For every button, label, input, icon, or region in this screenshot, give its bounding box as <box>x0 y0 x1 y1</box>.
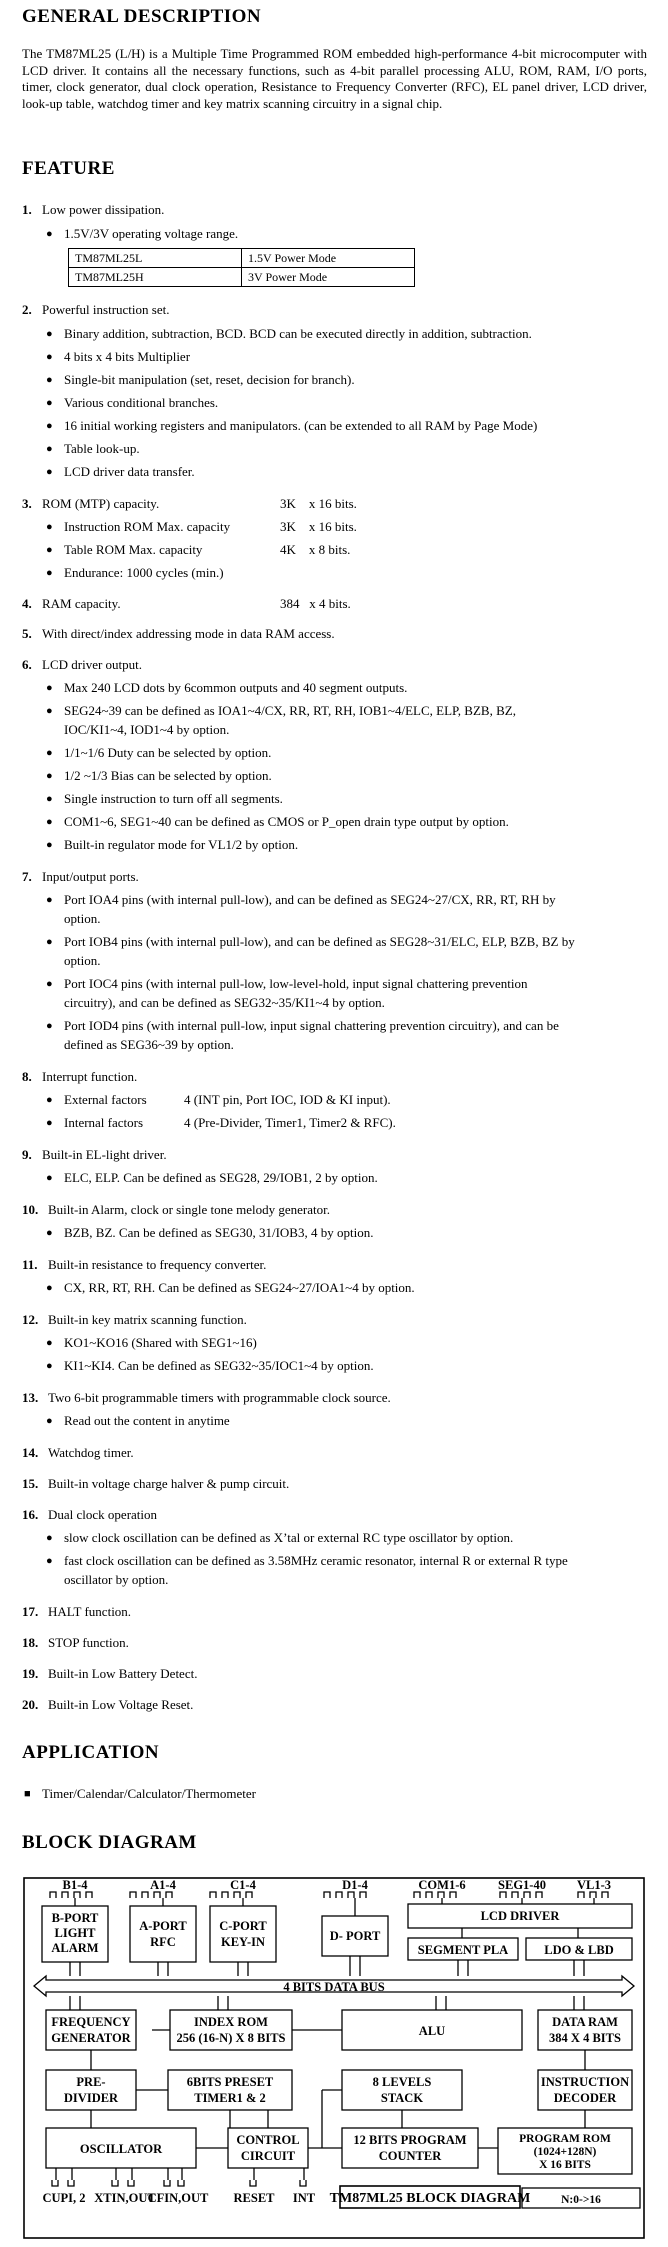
feature-20: 20. <box>22 1697 39 1712</box>
block-label: X 16 BITS <box>539 2159 591 2171</box>
list-item: ● fast clock oscillation can be defined as 3.58MHz ceramic resonator, internal R or external R type <box>64 1553 568 1569</box>
list-item-value: 4K x 8 bits. <box>280 542 351 557</box>
pin-label: VL1-3 <box>576 1878 612 1892</box>
feature-5: 5. <box>22 626 32 641</box>
feature-9: 9. <box>22 1147 32 1162</box>
block-label: ALARM <box>51 1941 99 1955</box>
feature-19: 19. <box>22 1666 39 1681</box>
feature-2-title: Powerful instruction set. <box>42 302 170 317</box>
table-cell: TM87ML25H <box>69 268 242 287</box>
block-label: OSCILLATOR <box>79 2142 163 2156</box>
list-item-continuation: option. <box>64 953 101 968</box>
general-description-text: The TM87ML25 (L/H) is a Multiple Time Programmed ROM embedded high-performance 4-bit microcomputer with LCD driver. It contains all the necessary functions, such as 4-bit parallel processing ALU, ROM, RAM, I/O ports, timer, clock generator, dual clock operation, Resistance to Frequency Converter (RFC), EL panel driver, LCD driver, look-up table, watchdog timer and key matrix scanning circuitry in a signal chip. <box>22 46 647 111</box>
list-item: ● Single-bit manipulation (set, reset, decision for branch). <box>64 372 355 388</box>
top-pins <box>50 1892 608 1898</box>
block-label: STACK <box>380 2091 424 2105</box>
feature-19-title: Built-in Low Battery Detect. <box>48 1666 198 1681</box>
feature-16-title: Dual clock operation <box>48 1507 158 1522</box>
feature-3-value: 3K x 16 bits. <box>280 496 357 511</box>
block-label: (1024+128N) <box>533 2146 597 2158</box>
feature-17: 17. <box>22 1604 39 1619</box>
feature-6-title: LCD driver output. <box>42 657 143 672</box>
feature-7-title: Input/output ports. <box>42 869 139 884</box>
list-item: ● Port IOB4 pins (with internal pull-low), and can be defined as SEG28~31/ELC, ELP, BZB, BZ by <box>64 934 575 950</box>
list-item-value: 3K x 16 bits. <box>280 519 357 534</box>
list-item: ● 4 bits x 4 bits Multiplier <box>64 349 190 365</box>
block-label: INDEX ROM <box>194 2015 268 2029</box>
block-label: DIVIDER <box>63 2091 119 2105</box>
list-item: ● Read out the content in anytime <box>64 1413 230 1429</box>
voltage-mode-table <box>68 248 415 287</box>
block-label: 12 BITS PROGRAM <box>353 2133 467 2147</box>
list-item: ● COM1~6, SEG1~40 can be defined as CMOS or P_open drain type output by option. <box>64 814 509 830</box>
list-item: ● Internal factors <box>64 1115 143 1131</box>
list-item: ● Built-in regulator mode for VL1/2 by option. <box>64 837 298 853</box>
list-item: ● KI1~KI4. Can be defined as SEG32~35/IOC1~4 by option. <box>64 1358 374 1374</box>
feature-8-title: Interrupt function. <box>42 1069 138 1084</box>
feature-13: 13. <box>22 1390 39 1405</box>
list-item-value: 4 (INT pin, Port IOC, IOD & KI input). <box>184 1092 391 1107</box>
feature-17-title: HALT function. <box>48 1604 132 1619</box>
list-item: ● BZB, BZ. Can be defined as SEG30, 31/IOB3, 4 by option. <box>64 1225 373 1241</box>
pin-label: B1-4 <box>62 1878 88 1892</box>
block-label: KEY-IN <box>221 1935 265 1949</box>
pin-label: C1-4 <box>230 1878 256 1892</box>
feature-10-title: Built-in Alarm, clock or single tone melody generator. <box>48 1202 330 1217</box>
pin-label: RESET <box>233 2191 275 2205</box>
list-item: ● Port IOD4 pins (with internal pull-low, input signal chattering prevention circuitry), and can be <box>64 1018 559 1034</box>
pin-label: D1-4 <box>342 1878 368 1892</box>
list-item: ● Instruction ROM Max. capacity <box>64 519 230 535</box>
table-row <box>69 268 415 287</box>
list-item: ● slow clock oscillation can be defined as X’tal or external RC type oscillator by option. <box>64 1530 513 1546</box>
list-item: ● External factors <box>64 1092 147 1108</box>
list-item: ● LCD driver data transfer. <box>64 464 195 480</box>
table-cell: TM87ML25L <box>69 249 242 268</box>
block-label: 8 LEVELS <box>372 2075 432 2089</box>
pin-label: CFIN,OUT <box>147 2191 209 2205</box>
block-label: LIGHT <box>54 1926 96 1940</box>
block-label: RFC <box>150 1935 176 1949</box>
list-item-continuation: defined as SEG36~39 by option. <box>64 1037 234 1052</box>
feature-18: 18. <box>22 1635 39 1650</box>
application-item: ■ Timer/Calendar/Calculator/Thermometer <box>42 1786 256 1802</box>
feature-4-title: RAM capacity. <box>42 596 121 611</box>
feature-18-title: STOP function. <box>48 1635 129 1650</box>
pin-label: XTIN,OUT <box>94 2191 156 2205</box>
pin-label: COM1-6 <box>418 1878 466 1892</box>
feature-3: 3. <box>22 496 32 511</box>
feature-heading: FEATURE <box>22 158 115 179</box>
feature-10: 10. <box>22 1202 39 1217</box>
list-item: ● Port IOA4 pins (with internal pull-low), and can be defined as SEG24~27/CX, RR, RT, RH by <box>64 892 556 908</box>
list-item: ● CX, RR, RT, RH. Can be defined as SEG24~27/IOA1~4 by option. <box>64 1280 415 1296</box>
list-item: ● KO1~KO16 (Shared with SEG1~16) <box>64 1335 257 1351</box>
list-item: ● Max 240 LCD dots by 6common outputs and 40 segment outputs. <box>64 680 407 696</box>
block-label: DECODER <box>553 2091 617 2105</box>
list-item: ● Endurance: 1000 cycles (min.) <box>64 565 224 581</box>
pin-label: SEG1-40 <box>498 1878 546 1892</box>
feature-9-title: Built-in EL-light driver. <box>42 1147 167 1162</box>
block-label: LCD DRIVER <box>480 1909 560 1923</box>
feature-20-title: Built-in Low Voltage Reset. <box>48 1697 194 1712</box>
feature-1-title: Low power dissipation. <box>42 202 165 217</box>
feature-14: 14. <box>22 1445 39 1460</box>
list-item: ● 1/1~1/6 Duty can be selected by option. <box>64 745 271 761</box>
pin-label: A1-4 <box>150 1878 176 1892</box>
block-label: SEGMENT PLA <box>417 1943 509 1957</box>
block-diagram-heading: BLOCK DIAGRAM <box>22 1832 197 1853</box>
block-label: CIRCUIT <box>240 2149 296 2163</box>
list-item: ● Table ROM Max. capacity <box>64 542 202 558</box>
block-label: LDO & LBD <box>544 1943 614 1957</box>
block-label: 256 (16-N) X 8 BITS <box>176 2031 286 2045</box>
table-row <box>69 249 415 268</box>
list-item: ● 1/2 ~1/3 Bias can be selected by option. <box>64 768 272 784</box>
feature-13-title: Two 6-bit programmable timers with programmable clock source. <box>48 1390 391 1405</box>
block-diagram <box>22 1872 647 2242</box>
list-item-continuation: circuitry), and can be defined as SEG32~35/KI1~4 by option. <box>64 995 385 1010</box>
diagram-note: N:0->16 <box>561 2194 601 2206</box>
block-label: GENERATOR <box>51 2031 131 2045</box>
feature-4: 4. <box>22 596 32 611</box>
block-diagram-svg <box>22 1872 647 2242</box>
block-label: PRE- <box>76 2075 106 2089</box>
feature-5-title: With direct/index addressing mode in data RAM access. <box>42 626 335 641</box>
feature-7: 7. <box>22 869 32 884</box>
block-label: PROGRAM ROM <box>519 2133 611 2145</box>
block-label: FREQUENCY <box>51 2015 131 2029</box>
list-item: ● 16 initial working registers and manipulators. (can be extended to all RAM by Page Mode) <box>64 418 537 434</box>
feature-8: 8. <box>22 1069 32 1084</box>
block-label: A-PORT <box>139 1919 187 1933</box>
block-label: DATA RAM <box>552 2015 618 2029</box>
list-item: ● Table look-up. <box>64 441 140 457</box>
feature-15-title: Built-in voltage charge halver & pump circuit. <box>48 1476 290 1491</box>
table-cell: 1.5V Power Mode <box>242 249 415 268</box>
feature-15: 15. <box>22 1476 39 1491</box>
list-item-continuation: oscillator by option. <box>64 1572 169 1587</box>
block-label: B-PORT <box>51 1911 99 1925</box>
general-description-heading: GENERAL DESCRIPTION <box>22 6 262 27</box>
feature-4-value: 384 x 4 bits. <box>280 596 351 611</box>
list-item-value: 4 (Pre-Divider, Timer1, Timer2 & RFC). <box>184 1115 396 1130</box>
feature-12-title: Built-in key matrix scanning function. <box>48 1312 247 1327</box>
feature-1: 1. <box>22 202 32 217</box>
feature-12: 12. <box>22 1312 39 1327</box>
feature-11-title: Built-in resistance to frequency converter. <box>48 1257 267 1272</box>
diagram-caption: TM87ML25 BLOCK DIAGRAM <box>329 2191 531 2206</box>
list-item: ● Binary addition, subtraction, BCD. BCD can be executed directly in addition, subtraction. <box>64 326 532 342</box>
pin-label: INT <box>292 2191 316 2205</box>
block-label: INSTRUCTION <box>540 2075 630 2089</box>
block-label: 384 X 4 BITS <box>549 2031 621 2045</box>
table-cell: 3V Power Mode <box>242 268 415 287</box>
application-heading: APPLICATION <box>22 1742 160 1763</box>
block-label: ALU <box>418 2024 446 2038</box>
feature-1-bullet: ● 1.5V/3V operating voltage range. <box>64 226 238 242</box>
list-item: ● ELC, ELP. Can be defined as SEG28, 29/IOB1, 2 by option. <box>64 1170 378 1186</box>
list-item: ● Single instruction to turn off all segments. <box>64 791 283 807</box>
block-label: 4 BITS DATA BUS <box>283 1980 385 1994</box>
list-item: ● Various conditional branches. <box>64 395 218 411</box>
list-item: ● Port IOC4 pins (with internal pull-low, low-level-hold, input signal chattering prevention <box>64 976 527 992</box>
list-item-continuation: IOC/KI1~4, IOD1~4 by option. <box>64 722 230 737</box>
feature-14-title: Watchdog timer. <box>48 1445 134 1460</box>
block-label: D- PORT <box>329 1929 381 1943</box>
list-item: ● SEG24~39 can be defined as IOA1~4/CX, RR, RT, RH, IOB1~4/ELC, ELP, BZB, BZ, <box>64 703 516 719</box>
feature-16: 16. <box>22 1507 39 1522</box>
feature-6: 6. <box>22 657 32 672</box>
block-label: TIMER1 & 2 <box>194 2091 266 2105</box>
pin-label: CUPI, 2 <box>42 2191 86 2205</box>
feature-2: 2. <box>22 302 32 317</box>
block-label: 6BITS PRESET <box>186 2075 274 2089</box>
list-item-continuation: option. <box>64 911 101 926</box>
feature-3-title: ROM (MTP) capacity. <box>42 496 160 511</box>
block-label: C-PORT <box>219 1919 267 1933</box>
block-label: CONTROL <box>236 2133 300 2147</box>
feature-11: 11. <box>22 1257 38 1272</box>
block-label: COUNTER <box>378 2149 442 2163</box>
